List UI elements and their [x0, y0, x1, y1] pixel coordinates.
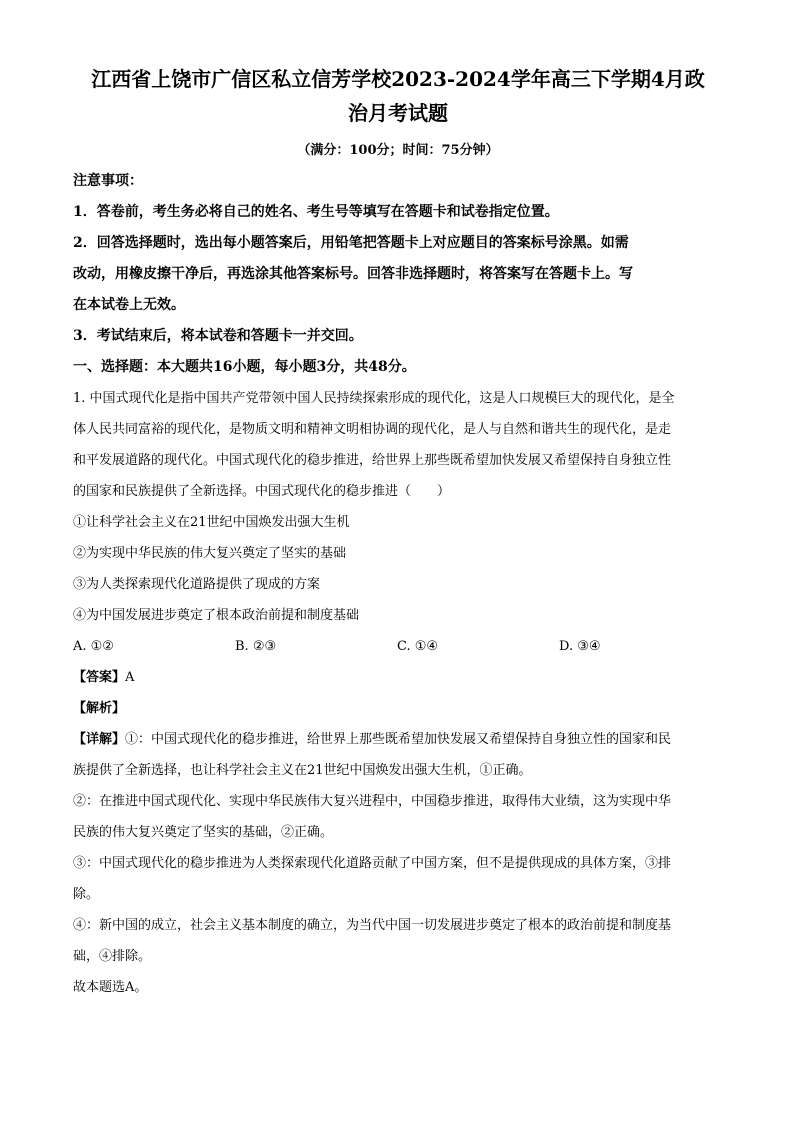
answer-value: A	[125, 670, 135, 685]
notes-heading: 注意事项：	[73, 173, 143, 189]
analysis-line: 民族的伟大复兴奠定了坚实的基础，②正确。	[73, 825, 334, 840]
question-1	[73, 383, 723, 1003]
note-item-2	[73, 228, 723, 321]
analysis-heading	[73, 693, 723, 724]
analysis-line: ③：中国式现代化的稳步推进为人类探索现代化道路贡献了中国方案，但不是提供现成的具体方案，③排	[73, 856, 672, 871]
exam-title-line2: 治月考试题	[348, 101, 448, 125]
statement-option-2: ②为实现中华民族的伟大复兴奠定了坚实的基础	[73, 546, 347, 561]
analysis-line: 础，④排除。	[73, 949, 152, 964]
statement-option-3: ③为人类探索现代化道路提供了现成的方案	[73, 577, 321, 592]
analysis-line: 族提供了全新选择，也让科学社会主义在21世纪中国焕发出强大生机，①正确。	[73, 763, 532, 778]
statement-option-4: ④为中国发展进步奠定了根本政治前提和制度基础	[73, 608, 360, 623]
analysis-line: ②：在推进中国式现代化、实现中华民族伟大复兴进程中，中国稳步推进，取得伟大业绩，这为实现中华	[73, 794, 672, 809]
note-line: 3．考试结束后，将本试卷和答题卡一并交回。	[73, 328, 363, 344]
choice-a: A. ①②	[73, 639, 114, 654]
exam-title	[73, 62, 723, 130]
note-line: 2．回答选择题时，选出每小题答案后，用铅笔把答题卡上对应题目的答案标号涂黑。如需	[73, 235, 629, 251]
exam-title-line1: 江西省上饶市广信区私立信芳学校2023-2024学年高三下学期4月政	[91, 67, 705, 91]
analysis-line: ④：新中国的成立，社会主义基本制度的确立，为当代中国一切发展进步奠定了根本的政治前提和制度基	[73, 918, 672, 933]
note-line: 在本试卷上无效。	[73, 297, 185, 313]
analysis-line	[73, 724, 723, 755]
question-stem-line: 1. 中国式现代化是指中国共产党带领中国人民持续探索形成的现代化，这是人口规模巨大的现代化，是全	[73, 391, 675, 406]
note-item-1	[73, 197, 723, 228]
choice-b: B. ②③	[235, 639, 277, 654]
analysis-body	[73, 724, 723, 1003]
section-heading: 一、选择题：本大题共16小题，每小题3分，共48分。	[73, 359, 416, 375]
question-stem-line: 体人民共同富裕的现代化，是物质文明和精神文明相协调的现代化，是人与自然和谐共生的现代化，是走	[73, 422, 672, 437]
answer-label: 【答案】	[73, 670, 126, 685]
exam-page	[73, 62, 723, 1003]
analysis-line: 故本题选A。	[73, 980, 148, 995]
question-stem-line: 和平发展道路的现代化。中国式现代化的稳步推进，给世界上那些既希望加快发展又希望保持自身独立性	[73, 453, 672, 468]
note-item-3	[73, 321, 723, 352]
note-line: 改动，用橡皮擦干净后，再选涂其他答案标号。回答非选择题时，将答案写在答题卡上。写	[73, 266, 633, 282]
statement-option-1: ①让科学社会主义在21世纪中国焕发出强大生机	[73, 515, 350, 530]
choice-c: C. ①④	[397, 639, 439, 654]
answer-choices	[73, 631, 723, 662]
exam-subtitle: （满分：100分；时间：75分钟）	[297, 143, 499, 158]
analysis-label: 【解析】	[73, 701, 126, 716]
question-stem-line: 的国家和民族提供了全新选择。中国式现代化的稳步推进（ ）	[73, 484, 451, 499]
analysis-text: ①：中国式现代化的稳步推进，给世界上那些既希望加快发展又希望保持自身独立性的国家和民	[125, 732, 672, 747]
analysis-line: 除。	[73, 887, 100, 902]
answer-line	[73, 662, 723, 693]
choice-d: D. ③④	[559, 639, 601, 654]
note-line: 1．答卷前，考生务必将自己的姓名、考生号等填写在答题卡和试卷指定位置。	[73, 204, 559, 220]
detail-label: 【详解】	[73, 732, 126, 747]
